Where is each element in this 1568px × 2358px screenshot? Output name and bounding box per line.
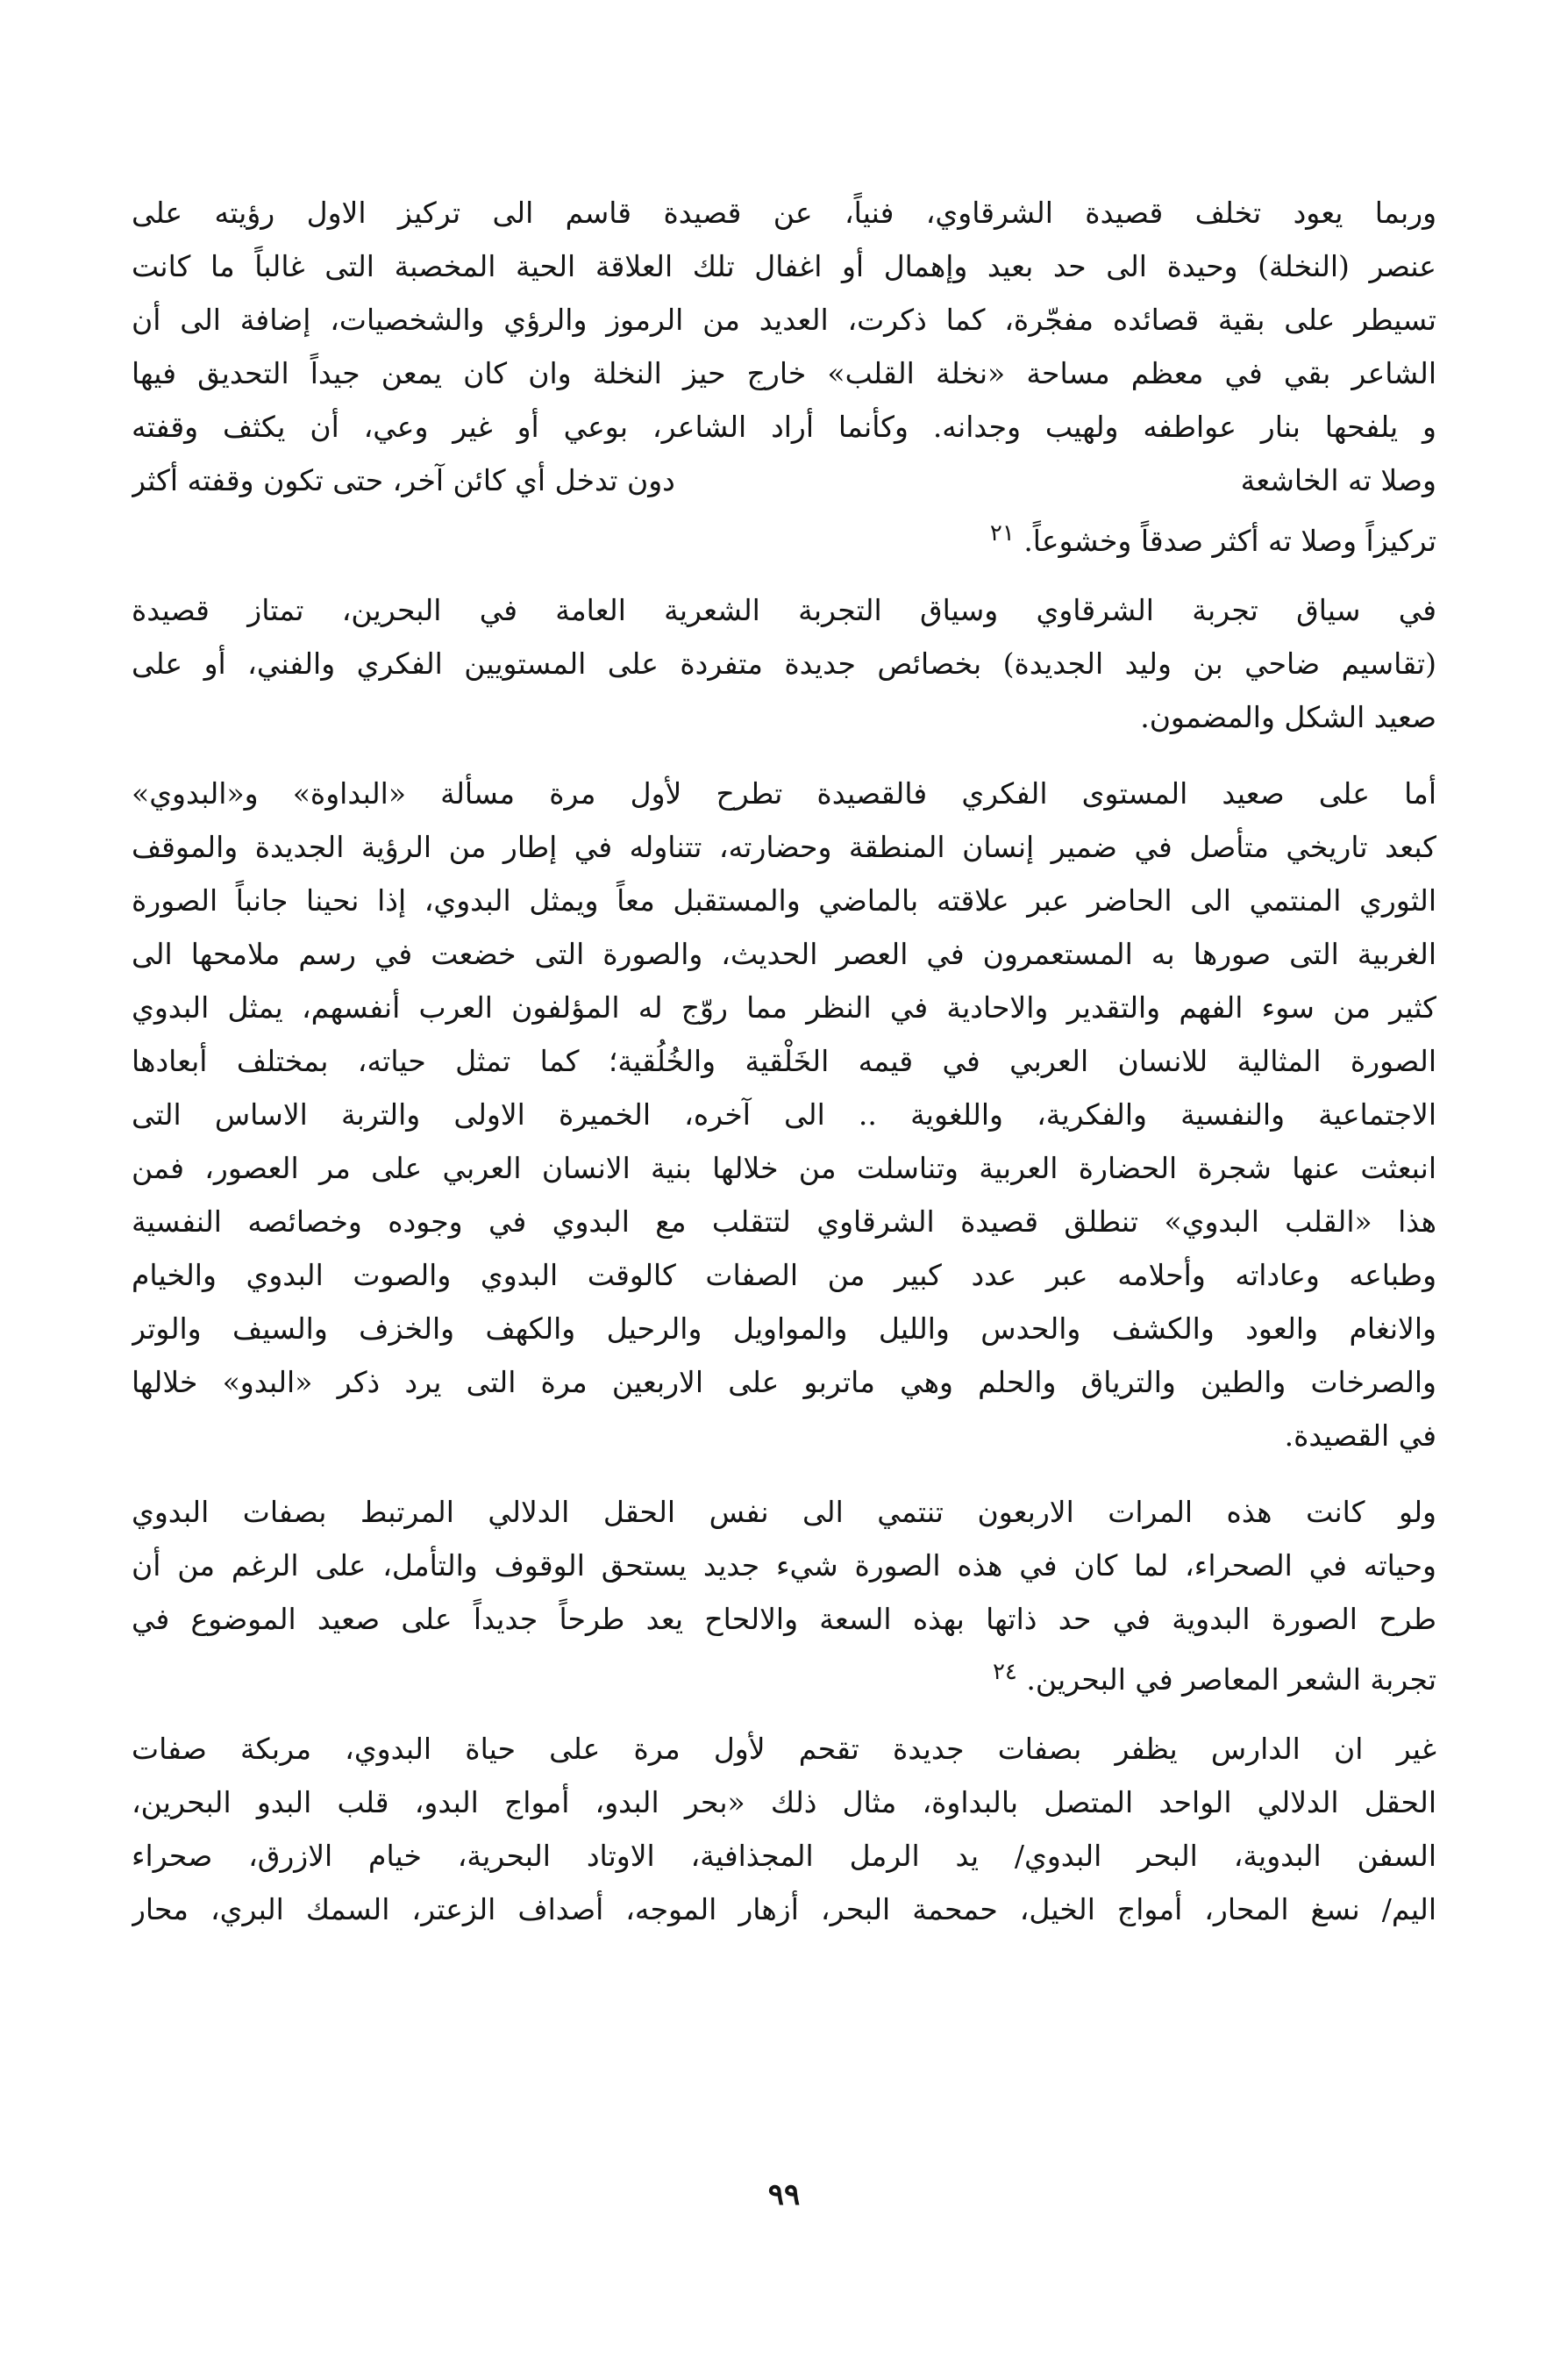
footnote-marker: ٢٤ [992, 1659, 1017, 1685]
split-line-left: دون تدخل أي كائن آخر، حتى تكون وقفته أكثر [132, 463, 675, 497]
paragraph-gap [132, 561, 1436, 583]
split-text-line [132, 454, 1436, 507]
paragraph-gap [132, 1462, 1436, 1485]
text-line: ولو كانت هذه المرات الاربعون تنتمي الى نفس الحقل الدلالي المرتبط بصفات البدوي [132, 1495, 1436, 1529]
paragraph-2 [132, 583, 1436, 744]
split-line-right: وصلا ته الخاشعة [1240, 463, 1436, 497]
text-line: تسيطر على بقية قصائده مفجّرة، كما ذكرت، العديد من الرموز والرؤي والشخصيات، إضافة الى أن [132, 303, 1436, 337]
text-line: و يلفحها بنار عواطفه ولهيب وجدانه. وكأنما أراد الشاعر، بوعي أو غير وعي، أن يكثف وقفته [132, 410, 1436, 444]
text-line: وربما يعود تخلف قصيدة الشرقاوي، فنياً، عن قصيدة قاسم الى تركيز الاول رؤيته على [132, 196, 1436, 230]
text-line: اليم/ نسغ المحار، أمواج الخيل، حمحمة البحر، أزهار الموجه، أصداف الزعتر، السمك البري، محار [132, 1892, 1436, 1926]
text-line: الشاعر بقي في معظم مساحة «نخلة القلب» خارج حيز النخلة وان كان يمعن جيداً التحديق فيها [132, 356, 1436, 390]
text-line: الحقل الدلالي الواحد المتصل بالبداوة، مثال ذلك «بحر البدو، أمواج البدو، قلب البدو البحرين، [132, 1785, 1436, 1819]
text-line: انبعثت عنها شجرة الحضارة العربية وتناسلت من خلالها بنية الانسان العربي على مر العصور، فمن [132, 1151, 1436, 1185]
text-line: السفن البدوية، البحر البدوي/ يد الرمل المجذافية، الاوتاد البحرية، خيام الازرق، صحراء [132, 1839, 1436, 1873]
last-line-text: تركيزاً وصلا ته أكثر صدقاً وخشوعاً. [1023, 524, 1436, 558]
text-line: والصرخات والطين والترياق والحلم وهي ماتربو على الاربعين مرة التى يرد ذكر «البدو» خلالها [132, 1365, 1436, 1399]
text-line: عنصر (النخلة) وحيدة الى حد بعيد وإهمال أو اغفال تلك العلاقة الحية المخصبة التى غالباً ما كانت [132, 249, 1436, 283]
text-line: الاجتماعية والنفسية والفكرية، واللغوية .. الى آخره، الخميرة الاولى والتربة الاساس التى [132, 1097, 1436, 1132]
text-line: الثوري المنتمي الى الحاضر عبر علاقته بالماضي والمستقبل معاً ويمثل البدوي، إذا نحينا جانباً الصورة [132, 883, 1436, 918]
text-line: طرح الصورة البدوية في حد ذاتها بهذه السعة والالحاح يعد طرحاً جديداً على صعيد الموضوع في [132, 1602, 1436, 1636]
text-line: في سياق تجربة الشرقاوي وسياق التجربة الشعرية العامة في البحرين، تمتاز قصيدة [132, 593, 1436, 627]
text-line: كثير من سوء الفهم والتقدير والاحادية في النظر مما روّج له المؤلفون العرب أنفسهم، يمثل البدوي [132, 990, 1436, 1025]
text-line: أما على صعيد المستوى الفكري فالقصيدة تطرح لأول مرة مسألة «البداوة» و«البدوي» [132, 776, 1436, 811]
text-line: وطباعه وعاداته وأحلامه عبر عدد كبير من الصفات كالوقت البدوي والصوت البدوي والخيام [132, 1258, 1436, 1292]
text-line-last [132, 507, 1436, 561]
text-line-last [132, 1646, 1436, 1699]
paragraph-3 [132, 767, 1436, 1462]
footnote-marker: ٢١ [989, 520, 1015, 547]
paragraph-gap [132, 1699, 1436, 1722]
text-line: وحياته في الصحراء، لما كان في هذه الصورة شيء جديد يستحق الوقوف والتأمل، على الرغم من أن [132, 1548, 1436, 1583]
text-line: كبعد تاريخي متأصل في ضمير إنسان المنطقة وحضارته، تتناوله في إطار من الرؤية الجديدة والموقف [132, 830, 1436, 864]
paragraph-5 [132, 1722, 1436, 1936]
text-line: الغربية التى صورها به المستعمرون في العصر الحديث، والصورة التى خضعت في رسم ملامحها الى [132, 937, 1436, 971]
paragraph-1 [132, 186, 1436, 561]
text-line: غير ان الدارس يظفر بصفات جديدة تقحم لأول مرة على حياة البدوي، مربكة صفات [132, 1732, 1436, 1766]
text-line: (تقاسيم ضاحي بن وليد الجديدة) بخصائص جديدة متفردة على المستويين الفكري والفني، أو على [132, 647, 1436, 681]
text-line: والانغام والعود والكشف والحدس والليل والمواويل والرحيل والكهف والخزف والسيف والوتر [132, 1311, 1436, 1346]
text-line: هذا «القلب البدوي» تنطلق قصيدة الشرقاوي لتتقلب مع البدوي في وجوده وخصائصه النفسية [132, 1204, 1436, 1239]
body-text [132, 186, 1436, 1936]
page-number: ٩٩ [767, 2177, 801, 2212]
paragraph-4 [132, 1485, 1436, 1699]
text-line-last: في القصيدة. [1284, 1418, 1436, 1453]
paragraph-gap [132, 744, 1436, 767]
last-line-text: تجربة الشعر المعاصر في البحرين. [1026, 1662, 1436, 1697]
text-line: الصورة المثالية للانسان العربي في قيمه الخَلْقية والخُلُقية؛ كما تمثل حياته، بمختلف أبعادها [132, 1044, 1436, 1078]
text-line-last: صعيد الشكل والمضمون. [1140, 700, 1436, 734]
